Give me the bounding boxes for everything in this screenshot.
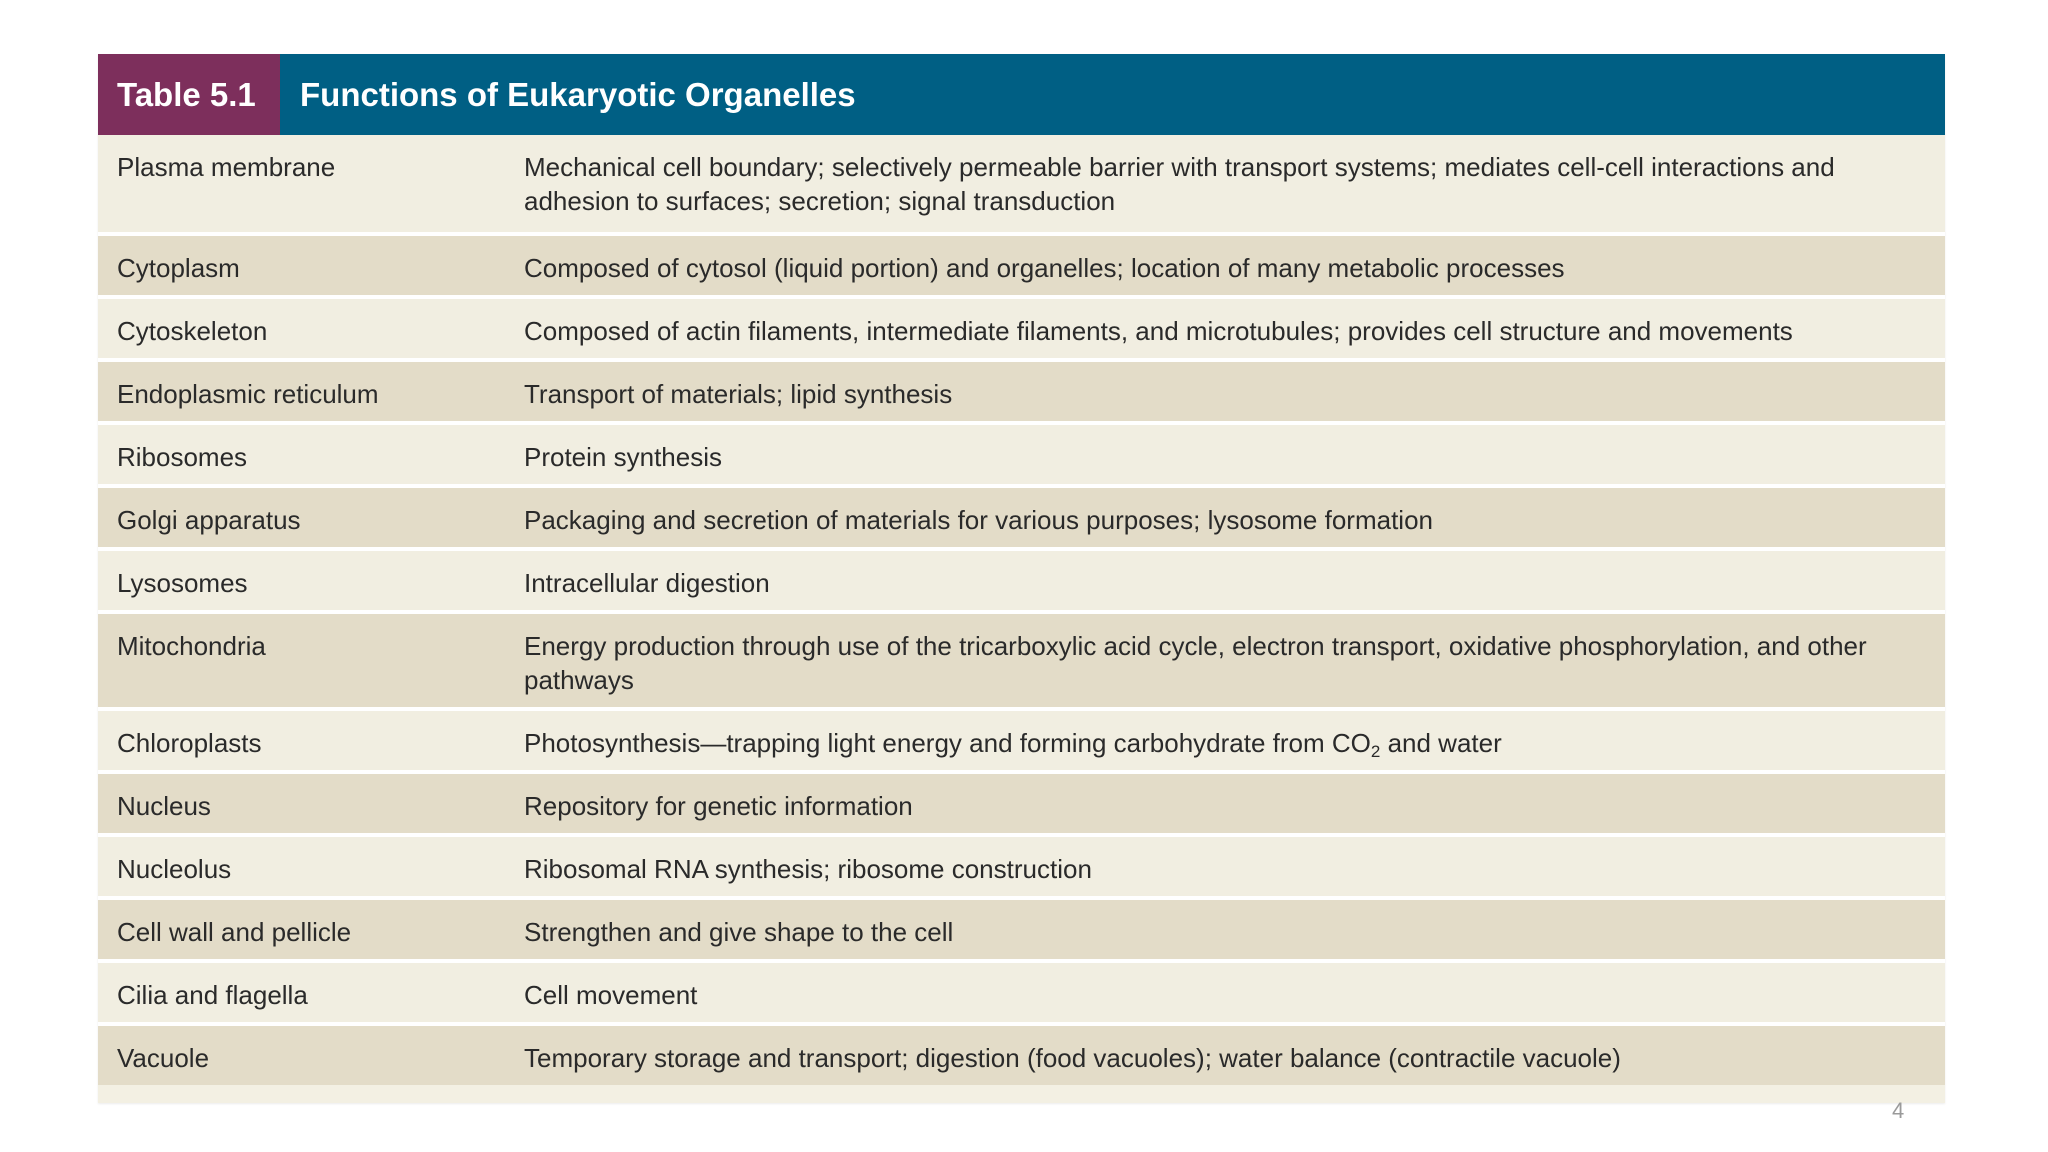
organelle-function: Repository for genetic information: [524, 791, 913, 821]
table-header: [98, 54, 1945, 135]
table-row: [98, 707, 1945, 770]
organelle-function: Packaging and secretion of materials for various purposes; lysosome formation: [524, 505, 1433, 535]
table-row: [98, 1022, 1945, 1085]
organelle-name: Nucleus: [117, 791, 211, 821]
organelle-name: Chloroplasts: [117, 728, 262, 758]
organelle-function: [524, 726, 1945, 770]
organelle-function: Composed of cytosol (liquid portion) and organelles; location of many metabolic processes: [524, 253, 1565, 283]
organelle-function: Ribosomal RNA synthesis; ribosome construction: [524, 854, 1092, 884]
table-row: [98, 610, 1945, 707]
function-text: and water: [1380, 728, 1502, 758]
organelle-name: Cytoskeleton: [117, 316, 268, 346]
organelle-name: Endoplasmic reticulum: [117, 379, 379, 409]
organelle-name: Plasma membrane: [117, 152, 336, 182]
table-row: [98, 358, 1945, 421]
table-row: [98, 770, 1945, 833]
organelle-function: Composed of actin filaments, intermediate filaments, and microtubules; provides cell structure and movements: [524, 316, 1793, 346]
organelle-function: Mechanical cell boundary; selectively permeable barrier with transport systems; mediates cell-cell interactions and adhesion to surfaces; secretion; signal transduction: [524, 152, 1835, 216]
organelle-name: Mitochondria: [117, 631, 266, 661]
organelle-name: Vacuole: [117, 1043, 210, 1073]
table-row: [98, 833, 1945, 896]
organelle-name: Golgi apparatus: [117, 505, 301, 535]
organelle-name: Cilia and flagella: [117, 980, 308, 1010]
table-row: [98, 232, 1945, 295]
table-number: Table 5.1: [98, 54, 280, 135]
organelle-function: Cell movement: [524, 980, 698, 1010]
table-row: [98, 959, 1945, 1022]
table-row: [98, 896, 1945, 959]
organelle-table: [98, 54, 1945, 1103]
organelle-function: Intracellular digestion: [524, 568, 770, 598]
table-row: [98, 421, 1945, 484]
table-row: [98, 135, 1945, 232]
organelle-name: Nucleolus: [117, 854, 232, 884]
function-text: Photosynthesis—trapping light energy and forming carbohydrate from CO: [524, 728, 1371, 758]
organelle-function: Protein synthesis: [524, 442, 722, 472]
table-title: Functions of Eukaryotic Organelles: [300, 76, 856, 113]
organelle-name: Ribosomes: [117, 442, 248, 472]
organelle-function: Energy production through use of the tricarboxylic acid cycle, electron transport, oxidative phosphorylation, and other pathways: [524, 631, 1867, 695]
subscript-2: 2: [1370, 742, 1381, 761]
organelle-function: Strengthen and give shape to the cell: [524, 917, 954, 947]
organelle-name: Lysosomes: [117, 568, 248, 598]
table-row: [98, 484, 1945, 547]
organelle-name: Cell wall and pellicle: [117, 917, 352, 947]
table-row: [98, 547, 1945, 610]
page-number: 4: [1892, 1098, 1905, 1123]
table-body: [98, 135, 1945, 1085]
organelle-name: Cytoplasm: [117, 253, 240, 283]
table-row: [98, 295, 1945, 358]
organelle-function: Temporary storage and transport; digestion (food vacuoles); water balance (contractile vacuole): [524, 1043, 1621, 1073]
organelle-function: Transport of materials; lipid synthesis: [524, 379, 953, 409]
